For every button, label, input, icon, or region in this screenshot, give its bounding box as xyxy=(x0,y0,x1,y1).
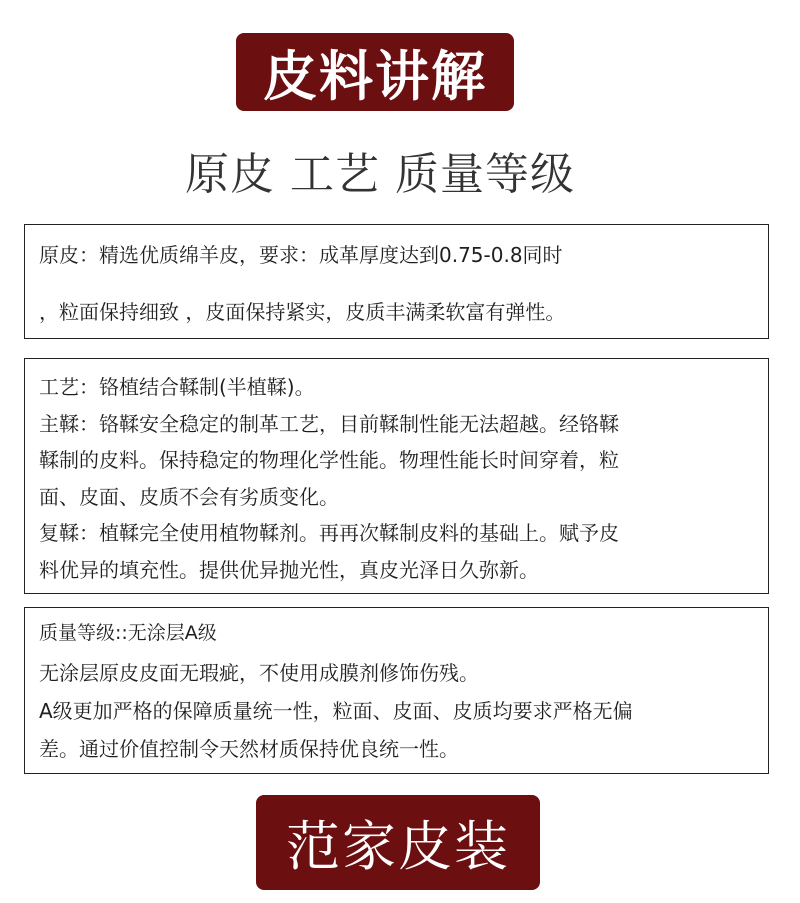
craft-line: 鞣制的皮料。保持稳定的物理化学性能。物理性能长时间穿着，粒 xyxy=(39,448,619,472)
quality-line: 差。通过价值控制令天然材质保持优良统一性。 xyxy=(39,737,459,761)
craft-line: 主鞣：铬鞣安全稳定的制革工艺，目前鞣制性能无法超越。经铬鞣 xyxy=(39,411,619,436)
craft-line: 复鞣：植鞣完全使用植物鞣剂。再再次鞣制皮料的基础上。赋予皮 xyxy=(39,521,619,545)
raw-leather-line-1: 原皮：精选优质绵羊皮，要求：成革厚度达到0.75-0.8同时 xyxy=(39,243,563,267)
raw-leather-section xyxy=(24,224,769,339)
brand-banner xyxy=(256,795,540,890)
page-title-banner xyxy=(236,33,514,111)
subtitle: 原皮 工艺 质量等级 xyxy=(185,149,575,200)
craft-line: 料优异的填充性。提供优异抛光性，真皮光泽日久弥新。 xyxy=(39,557,539,582)
quality-heading: 质量等级::无涂层A级 xyxy=(39,622,217,644)
quality-section xyxy=(24,607,769,774)
craft-section xyxy=(24,358,769,594)
raw-leather-line-2: ，粒面保持细致 ，皮面保持紧实，皮质丰满柔软富有弹性。 xyxy=(39,300,566,324)
craft-line: 面、皮面、皮质不会有劣质变化。 xyxy=(39,484,339,509)
quality-line: A级更加严格的保障质量统一性，粒面、皮面、皮质均要求严格无偏 xyxy=(39,699,633,723)
craft-line: 工艺：铬植结合鞣制(半植鞣)。 xyxy=(39,375,315,399)
quality-line: 无涂层原皮皮面无瑕疵，不使用成膜剂修饰伤残。 xyxy=(39,661,479,685)
brand-name: 范家皮装 xyxy=(286,815,510,878)
page-title: 皮料讲解 xyxy=(263,44,487,108)
